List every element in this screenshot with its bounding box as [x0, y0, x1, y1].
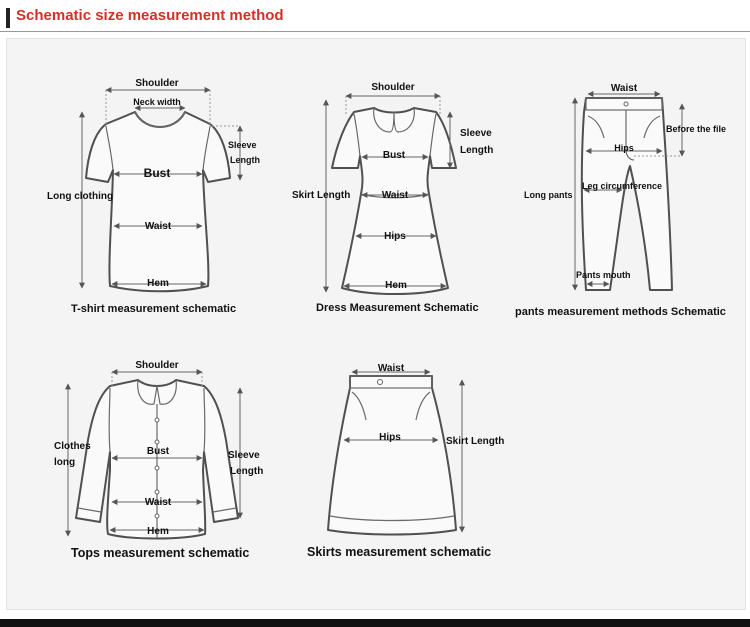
tshirt-shoulder-label: Shoulder	[135, 78, 179, 89]
pants-hips-label: Hips	[614, 143, 634, 153]
dress-sleeve-label-1: Sleeve	[460, 128, 492, 139]
page-title: Schematic size measurement method	[16, 7, 284, 24]
tshirt-caption: T-shirt measurement schematic	[71, 303, 237, 315]
tshirt-waist-label: Waist	[144, 221, 172, 232]
skirt-caption: Skirts measurement schematic	[307, 545, 492, 559]
dress-hem-label: Hem	[385, 280, 407, 291]
dress-bust-label: Bust	[382, 150, 406, 161]
bottom-border	[0, 619, 750, 627]
dress-caption: Dress Measurement Schematic	[316, 302, 479, 314]
tshirt-sleeve-label-2: Length	[230, 155, 260, 165]
dress-shoulder-label: Shoulder	[371, 82, 415, 93]
skirt-schematic	[307, 363, 504, 559]
pants-leg-circumference-label: Leg circumference	[582, 181, 663, 191]
dress-waist-label: Waist	[381, 190, 409, 201]
tops-sleeve-label-1: Sleeve	[228, 450, 260, 461]
tops-clothes-label-1: Clothes	[54, 441, 91, 452]
tops-caption: Tops measurement schematic	[71, 546, 250, 560]
pants-before-the-file-label: Before the file	[666, 124, 727, 134]
tshirt-sleeve-label-1: Sleeve	[228, 140, 257, 150]
tops-button-1	[155, 418, 159, 422]
pants-outline	[582, 98, 672, 290]
tops-sleeve-label-2: Length	[230, 466, 264, 477]
tshirt-schematic	[47, 78, 260, 315]
pants-button	[624, 102, 628, 106]
pants-long-pants-label: Long pants	[524, 190, 573, 200]
skirt-outline	[328, 376, 456, 535]
skirt-button	[378, 380, 383, 385]
tops-button-2	[155, 440, 159, 444]
skirt-length-label: Skirt Length	[446, 436, 505, 447]
dress-schematic	[292, 82, 493, 314]
tshirt-bust-label: Bust	[143, 166, 171, 180]
tops-clothes-label-2: long	[54, 457, 76, 468]
tops-shoulder-label: Shoulder	[135, 360, 179, 371]
dress-hips-label: Hips	[384, 231, 406, 242]
tshirt-neck-width-label: Neck width	[133, 97, 181, 107]
pants-mouth-label: Pants mouth	[576, 270, 631, 280]
tshirt-long-clothing-label: Long clothing	[47, 191, 114, 202]
dress-sleeve-label-2: Length	[460, 145, 494, 156]
tops-bust-label: Bust	[146, 446, 170, 457]
tops-hem-label: Hem	[147, 526, 169, 537]
skirt-hips-label: Hips	[379, 432, 401, 443]
tops-button-4	[155, 490, 159, 494]
pants-waist-label: Waist	[610, 83, 638, 94]
pants-schematic	[515, 83, 726, 318]
tops-button-5	[155, 514, 159, 518]
dress-skirt-length-label: Skirt Length	[292, 190, 351, 201]
skirt-waist-label: Waist	[377, 363, 405, 374]
tops-button-3	[155, 466, 159, 470]
tops-waist-label: Waist	[144, 497, 172, 508]
dress-outline	[332, 108, 456, 294]
tshirt-hem-label: Hem	[147, 278, 169, 289]
tops-schematic	[54, 360, 263, 560]
pants-caption: pants measurement methods Schematic	[515, 306, 726, 318]
